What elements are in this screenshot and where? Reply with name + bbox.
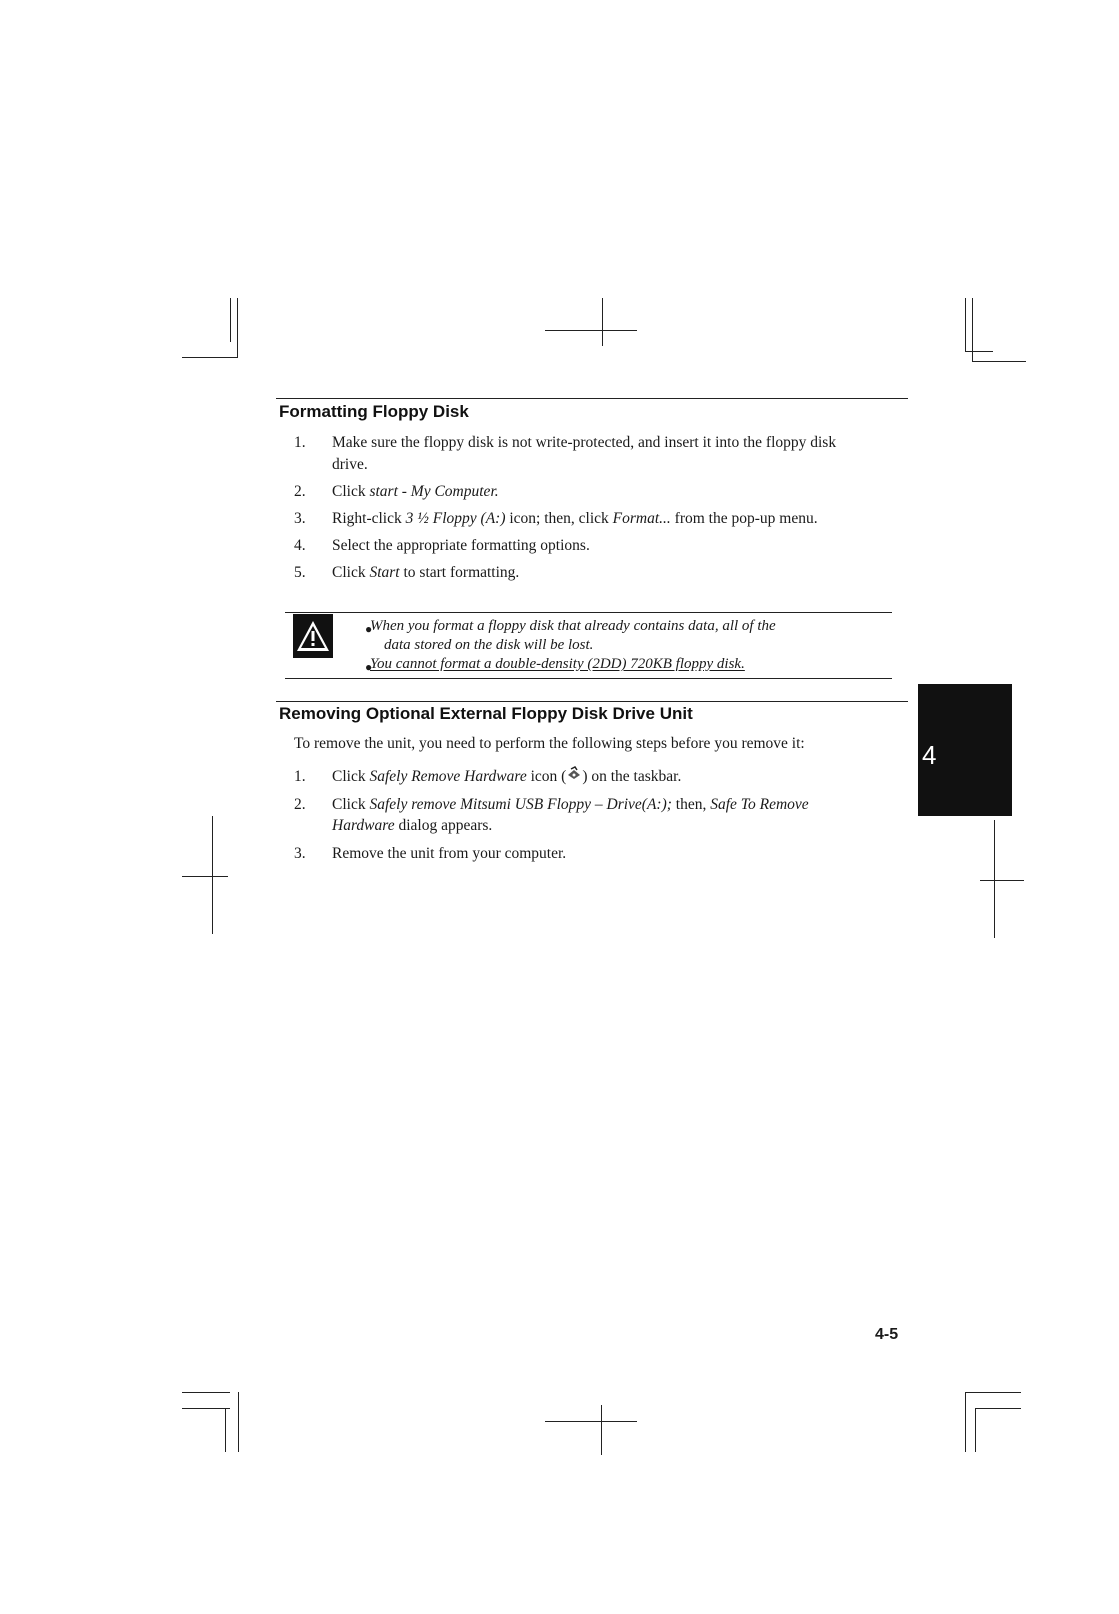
warning-text: You cannot format a double-density (2DD) 720KB floppy disk. bbox=[370, 656, 745, 672]
warning-bottom-rule bbox=[285, 678, 892, 679]
warning-text: When you format a floppy disk that already contains data, all of the bbox=[370, 618, 776, 634]
bullet-dot: ● bbox=[365, 622, 373, 636]
chapter-number: 4 bbox=[922, 740, 937, 770]
usb-remove-icon bbox=[566, 766, 582, 780]
section1-title: Formatting Floppy Disk bbox=[279, 402, 469, 421]
section1-top-rule bbox=[276, 398, 908, 399]
page-number: 4-5 bbox=[875, 1326, 899, 1343]
chapter-tab bbox=[918, 684, 1012, 816]
warning-top-rule bbox=[285, 612, 892, 613]
bullet-dot: ● bbox=[365, 660, 373, 674]
warning-triangle-icon bbox=[293, 614, 333, 658]
section2-intro: To remove the unit, you need to perform the following steps before you remove it: bbox=[294, 735, 805, 752]
section2-top-rule bbox=[276, 701, 908, 702]
warning-text: data stored on the disk will be lost. bbox=[384, 637, 594, 653]
section2-title: Removing Optional External Floppy Disk Drive Unit bbox=[279, 704, 693, 723]
